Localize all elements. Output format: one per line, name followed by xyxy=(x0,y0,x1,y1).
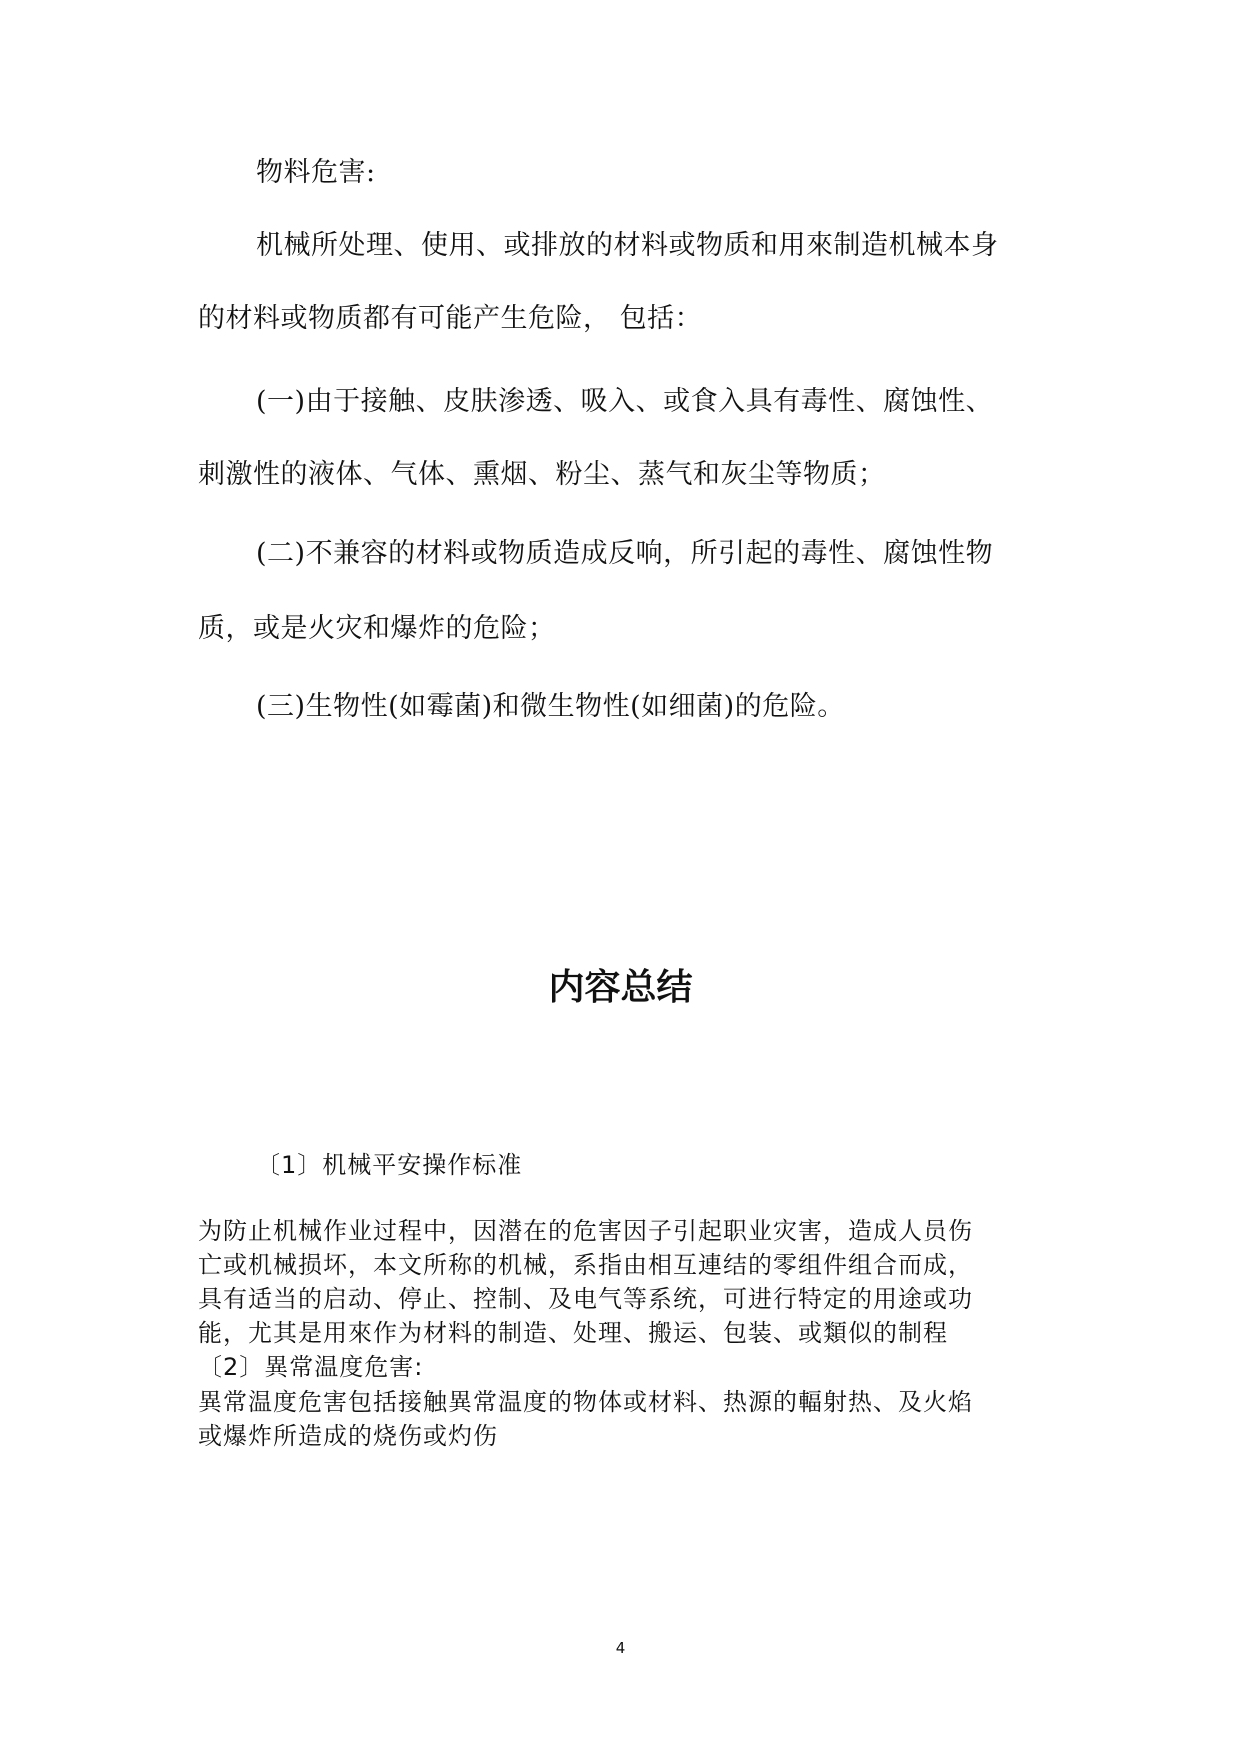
body-line: 的材料或物质都有可能产生危险， 包括： xyxy=(198,303,703,334)
summary-line: 能，尤其是用來作为材料的制造、处理、搬运、包装、或類似的制程 xyxy=(198,1319,948,1347)
body-line: (三)生物性(如霉菌)和微生物性(如细菌)的危险。 xyxy=(256,691,845,722)
body-line: 机械所处理、使用、或排放的材料或物质和用來制造机械本身 xyxy=(256,230,999,261)
summary-line: 为防止机械作业过程中，因潜在的危害因子引起职业灾害，造成人员伤 xyxy=(198,1217,973,1245)
summary-line: 〔2〕異常温度危害: xyxy=(198,1353,424,1381)
summary-heading: 内容总结 xyxy=(548,967,693,1008)
summary-line: 異常温度危害包括接触異常温度的物体或材料、热源的輻射热、及火焰 xyxy=(198,1388,973,1416)
summary-line: 亡或机械损坏，本文所称的机械，系指由相互連结的零组件组合而成， xyxy=(198,1251,973,1279)
body-line: 质，或是火灾和爆炸的危险； xyxy=(198,613,556,644)
page-number: 4 xyxy=(615,1639,626,1657)
summary-line: 具有适当的启动、停止、控制、及电气等系统，可进行特定的用途或功 xyxy=(198,1285,973,1313)
body-line: 物料危害: xyxy=(256,157,376,188)
body-line: 刺激性的液体、气体、熏烟、粉尘、蒸气和灰尘等物质； xyxy=(198,459,886,490)
summary-line: 或爆炸所造成的烧伤或灼伤 xyxy=(198,1422,498,1450)
summary-line: 〔1〕机械平安操作标准 xyxy=(256,1151,523,1179)
body-line: (一)由于接触、皮肤渗透、吸入、或食入具有毒性、腐蚀性、 xyxy=(256,386,994,417)
body-line: (二)不兼容的材料或物质造成反响，所引起的毒性、腐蚀性物 xyxy=(256,538,994,569)
